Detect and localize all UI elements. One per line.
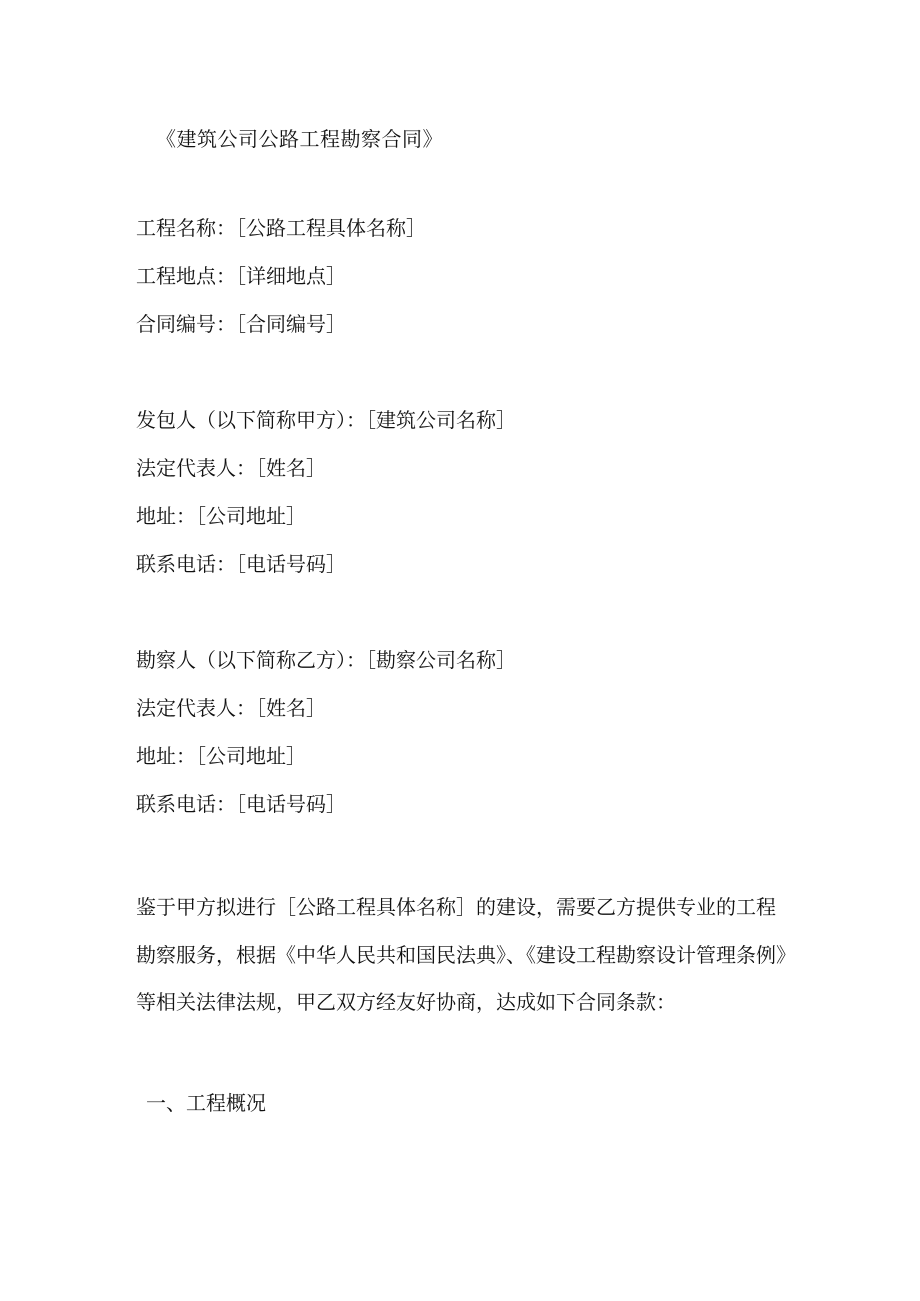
party-a-name: 发包人（以下简称甲方）：［建筑公司名称］	[136, 408, 516, 432]
party-b-address: 地址：［公司地址］	[136, 744, 306, 768]
section-heading-1: 一、工程概况	[146, 1091, 266, 1115]
party-a-address: 地址：［公司地址］	[136, 504, 306, 528]
document-title: 《建筑公司公路工程勘察合同》	[156, 127, 443, 151]
project-location: 工程地点：［详细地点］	[136, 264, 346, 288]
party-a-phone: 联系电话：［电话号码］	[136, 552, 346, 576]
party-b-representative: 法定代表人：［姓名］	[136, 696, 326, 720]
party-b-name: 勘察人（以下简称乙方）：［勘察公司名称］	[136, 648, 516, 672]
contract-number: 合同编号：［合同编号］	[136, 312, 346, 336]
project-name: 工程名称：［公路工程具体名称］	[136, 216, 426, 240]
party-a-representative: 法定代表人：［姓名］	[136, 456, 326, 480]
party-b-phone: 联系电话：［电话号码］	[136, 792, 346, 816]
preamble-paragraph: 鉴于甲方拟进行［公路工程具体名称］的建设，需要乙方提供专业的工程勘察服务，根据《中华人民共和国民法典》、《建设工程勘察设计管理条例》等相关法律法规，甲乙双方经友好协商，达成如下合同条款：	[136, 895, 786, 1014]
